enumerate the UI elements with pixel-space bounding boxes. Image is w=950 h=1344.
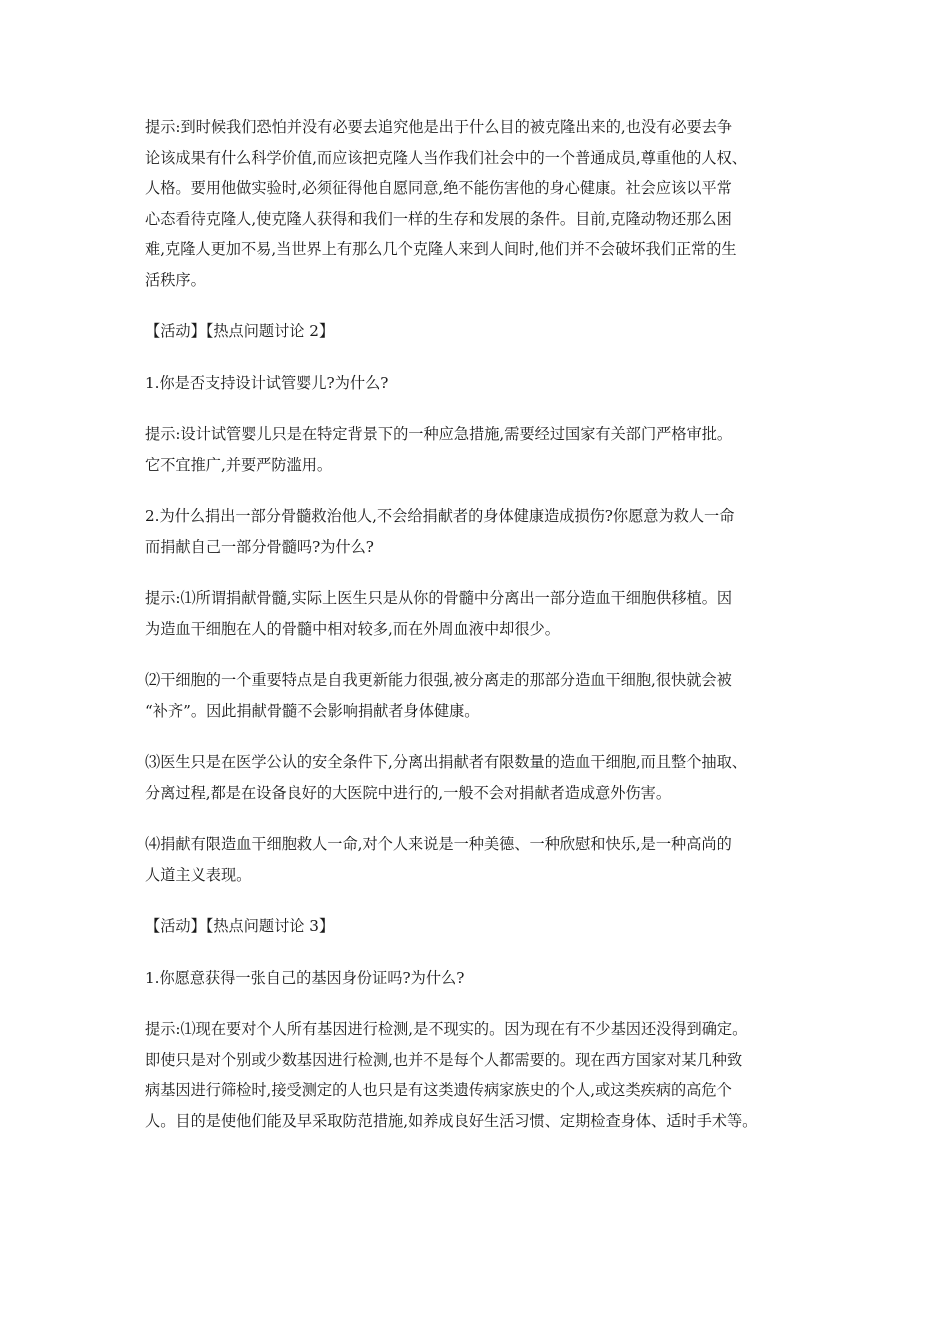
paragraph-hint-marrow-3: [145, 747, 825, 808]
text-line: 它不宜推广,并要严防滥用。: [145, 455, 333, 474]
section-heading-discussion-2: [145, 316, 825, 347]
text-line: 提示:到时候我们恐怕并没有必要去追究他是出于什么目的被克隆出来的,也没有必要去争: [145, 118, 733, 136]
question-1-designer-baby: [145, 368, 825, 399]
paragraph-hint-designer-baby: [145, 419, 825, 480]
text-line: ⑵干细胞的一个重要特点是自我更新能力很强,被分离走的那部分造血干细胞,很快就会被: [145, 671, 732, 689]
question-1-gene-id: [145, 963, 825, 994]
document-page: [145, 112, 825, 1157]
paragraph-hint-marrow-4: [145, 829, 825, 890]
paragraph-hint-marrow-2: [145, 665, 825, 726]
text-line: 为造血干细胞在人的骨髓中相对较多,而在外周血液中却很少。: [145, 619, 560, 638]
question-text: 1.你是否支持设计试管婴儿?为什么?: [145, 373, 389, 392]
heading-text: 【活动】【热点问题讨论 3】: [145, 917, 335, 935]
paragraph-hint-gene-id: [145, 1014, 825, 1136]
section-heading-discussion-3: [145, 911, 825, 942]
heading-text: 【活动】【热点问题讨论 2】: [145, 322, 335, 340]
text-line: 提示:⑴所谓捐献骨髓,实际上医生只是从你的骨髓中分离出一部分造血干细胞供移植。因: [145, 589, 733, 607]
paragraph-hint-marrow-1: [145, 583, 825, 644]
question-2-bone-marrow: [145, 501, 825, 562]
text-line: 分离过程,都是在设备良好的大医院中进行的,一般不会对捐献者造成意外伤害。: [145, 783, 672, 802]
paragraph-hint-cloning: [145, 112, 825, 295]
text-line: ⑷捐献有限造血干细胞救人一命,对个人来说是一种美德、一种欣慰和快乐,是一种高尚的: [145, 835, 732, 853]
text-line: “补齐”。因此捐献骨髓不会影响捐献者身体健康。: [145, 701, 480, 720]
text-line: 即使只是对个别或少数基因进行检测,也并不是每个人都需要的。现在西方国家对某几种致: [145, 1050, 743, 1069]
text-line: 人。目的是使他们能及早采取防范措施,如养成良好生活习惯、定期检查身体、适时手术等。: [145, 1111, 758, 1130]
text-line: 提示:⑴现在要对个人所有基因进行检测,是不现实的。因为现在有不少基因还没得到确定。: [145, 1020, 748, 1038]
text-line: 难,克隆人更加不易,当世界上有那么几个克隆人来到人间时,他们并不会破坏我们正常的生: [145, 240, 737, 258]
question-text: 2.为什么捐出一部分骨髓救治他人,不会给捐献者的身体健康造成损伤?你愿意为救人一命: [145, 507, 735, 525]
text-line: 病基因进行筛检时,接受测定的人也只是有这类遗传病家族史的个人,或这类疾病的高危个: [145, 1081, 732, 1099]
question-text: 而捐献自己一部分骨髓吗?为什么?: [145, 537, 374, 556]
text-line: 人格。要用他做实验时,必须征得他自愿同意,绝不能伤害他的身心健康。社会应该以平常: [145, 179, 732, 197]
text-line: 活秩序。: [145, 270, 206, 289]
text-line: 人道主义表现。: [145, 865, 252, 884]
text-line: 提示:设计试管婴儿只是在特定背景下的一种应急措施,需要经过国家有关部门严格审批。: [145, 425, 733, 443]
text-line: 论该成果有什么科学价值,而应该把克隆人当作我们社会中的一个普通成员,尊重他的人权、: [145, 148, 747, 167]
question-text: 1.你愿意获得一张自己的基因身份证吗?为什么?: [145, 968, 465, 987]
text-line: 心态看待克隆人,使克隆人获得和我们一样的生存和发展的条件。目前,克隆动物还那么困: [145, 209, 732, 228]
text-line: ⑶医生只是在医学公认的安全条件下,分离出捐献者有限数量的造血干细胞,而且整个抽取、: [145, 753, 747, 771]
